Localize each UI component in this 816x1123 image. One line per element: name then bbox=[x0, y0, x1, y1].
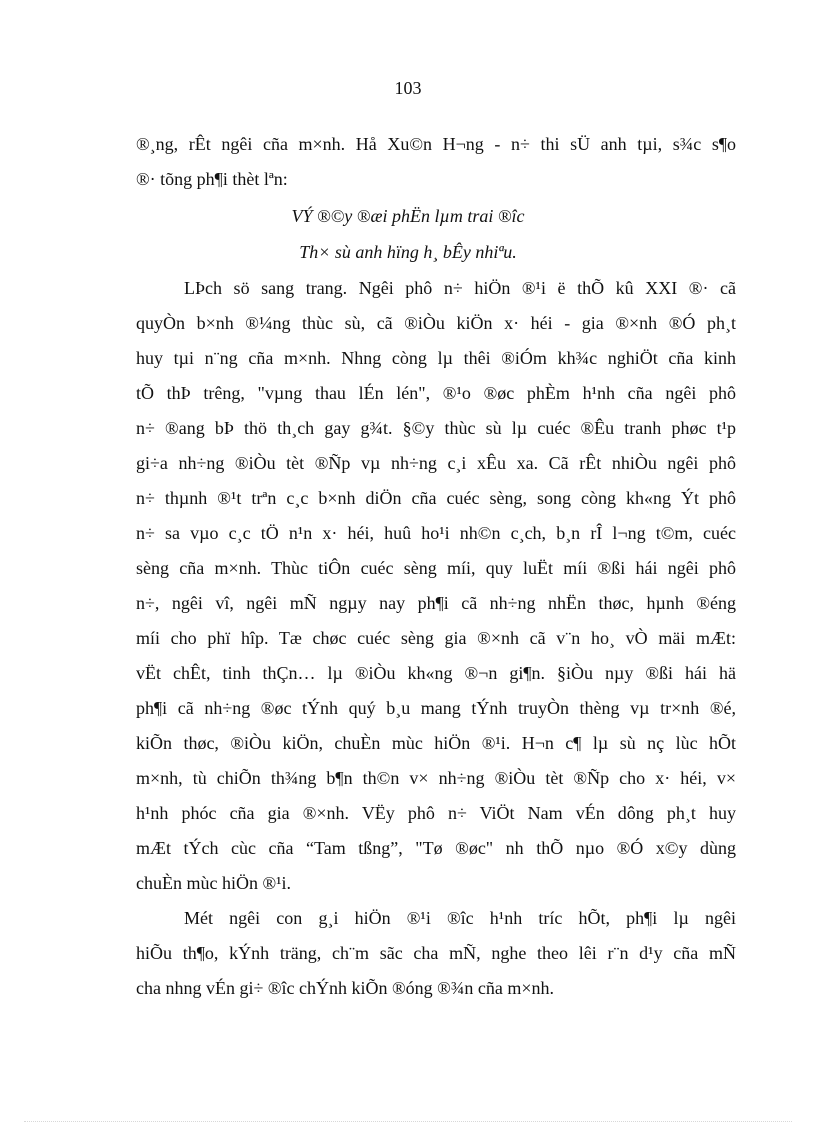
paragraph-line: sèng cña m×nh. Thùc tiÔn cuéc sèng míi, quy luËt míi ®ßi hái ngêi phô bbox=[136, 558, 736, 578]
body-line: ®¸ng, rÊt ngêi cña m×nh. Hå Xu©n H¬ng - n÷ thi sÜ anh tµi, s¾c s¶o bbox=[136, 134, 736, 154]
page-number: 103 bbox=[394, 78, 422, 98]
paragraph-line: n÷ thµnh ®¹t trªn c¸c b×nh diÖn cña cuéc sèng, song còng kh«ng Ýt phô bbox=[136, 488, 736, 508]
poem-line: VÝ ®©y ®æi phËn lµm trai ®îc bbox=[291, 206, 525, 226]
body-line: ®· tõng ph¶i thèt lªn: bbox=[136, 169, 288, 189]
paragraph-line: chuÈn mùc hiÖn ®¹i. bbox=[136, 873, 292, 893]
paragraph-line: LÞch sö sang trang. Ngêi phô n÷ hiÖn ®¹i ë thÕ kû XXI ®· cã bbox=[184, 278, 736, 298]
paragraph-line: Mét ngêi con g¸i hiÖn ®¹i ®îc h¹nh tríc hÕt, ph¶i lµ ngêi bbox=[184, 908, 736, 928]
paragraph-line: n÷ sa vµo c¸c tÖ n¹n x· héi, huû ho¹i nh©n c¸ch, b¸n rÎ l¬ng t©m, cuéc bbox=[136, 523, 736, 543]
page-bottom-rule bbox=[24, 1121, 792, 1122]
paragraph-line: n÷ ®ang bÞ thö th¸ch gay g¾t. §©y thùc sù lµ cuéc ®Êu tranh phøc t¹p bbox=[136, 418, 736, 438]
poem-line: Th× sù anh hïng h¸ bÊy nhiªu. bbox=[299, 242, 517, 262]
paragraph-line: tÕ thÞ trêng, "vµng thau lÉn lén", ®¹o ®øc phÈm h¹nh cña ngêi phô bbox=[136, 383, 736, 403]
paragraph-line: h¹nh phóc cña gia ®×nh. VËy phô n÷ ViÖt Nam vÉn dông ph¸t huy bbox=[136, 803, 736, 823]
paragraph-line: vËt chÊt, tinh thÇn… lµ ®iÒu kh«ng ®¬n gi¶n. §iÒu nµy ®ßi hái hä bbox=[136, 663, 736, 683]
paragraph-line: quyÒn b×nh ®¼ng thùc sù, cã ®iÒu kiÖn x· héi - gia ®×nh ®Ó ph¸t bbox=[136, 313, 736, 333]
paragraph-line: hiÕu th¶o, kÝnh träng, ch¨m sãc cha mÑ, nghe theo lêi r¨n d¹y cña mÑ bbox=[136, 943, 736, 963]
paragraph-line: míi cho phï hîp. Tæ chøc cuéc sèng gia ®×nh cã v¨n ho¸ vÒ mäi mÆt: bbox=[136, 628, 736, 648]
paragraph-line: kiÕn thøc, ®iÒu kiÖn, chuÈn mùc hiÖn ®¹i. H¬n c¶ lµ sù nç lùc hÕt bbox=[136, 733, 736, 753]
paragraph-line: ph¶i cã nh÷ng ®øc tÝnh quý b¸u mang tÝnh truyÒn thèng vµ tr×nh ®é, bbox=[136, 698, 736, 718]
paragraph-line: m×nh, tù chiÕn th¾ng b¶n th©n v× nh÷ng ®iÒu tèt ®Ñp cho x· héi, v× bbox=[136, 768, 736, 788]
paragraph-line: mÆt tÝch cùc cña “Tam tßng”, "Tø ®øc" nh thÕ nµo ®Ó x©y dùng bbox=[136, 838, 736, 858]
paragraph-line: cha nhng vÉn gi÷ ®îc chÝnh kiÕn ®óng ®¾n cña m×nh. bbox=[136, 978, 554, 998]
paragraph-line: gi÷a nh÷ng ®iÒu tèt ®Ñp vµ nh÷ng c¸i xÊu xa. Cã rÊt nhiÒu ngêi phô bbox=[136, 453, 736, 473]
paragraph-line: huy tµi n¨ng cña m×nh. Nhng còng lµ thêi ®iÓm kh¾c nghiÖt cña kinh bbox=[136, 348, 736, 368]
paragraph-line: n÷, ngêi vî, ngêi mÑ ngµy nay ph¶i cã nh÷ng nhËn thøc, hµnh ®éng bbox=[136, 593, 736, 613]
